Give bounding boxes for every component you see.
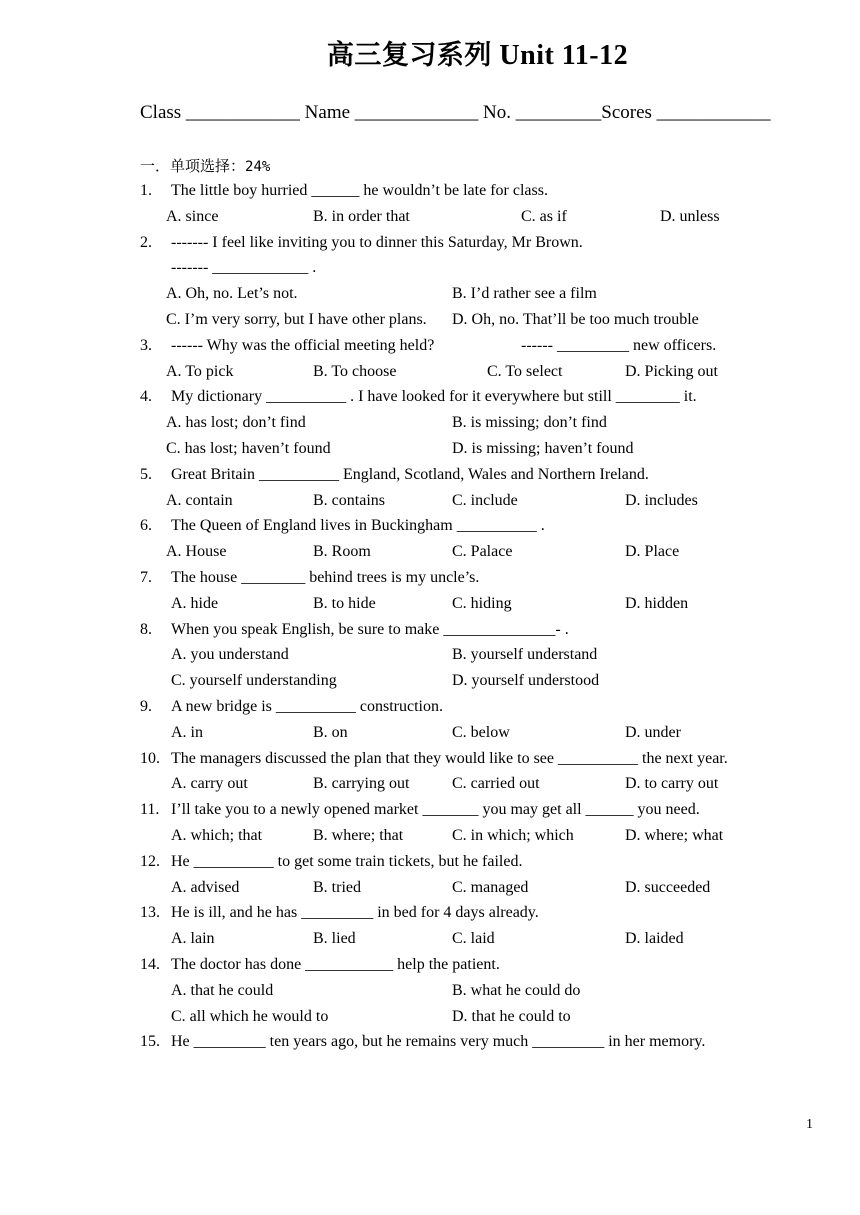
option-choice: D. is missing; haven’t found: [452, 440, 634, 457]
question-number: 5.: [140, 465, 152, 483]
question-number: 7.: [140, 569, 152, 586]
option-choice: B. to hide: [313, 594, 376, 612]
option-choice: C. all which he would to: [171, 1007, 329, 1025]
student-info-line: Class ____________ Name _____________ No. _________Scores ____________: [140, 102, 771, 123]
option-choice: A. in: [171, 723, 203, 741]
question-number: 9.: [140, 698, 152, 715]
option-choice: A. you understand: [171, 646, 289, 664]
option-choice: D. Oh, no. That’ll be too much trouble: [452, 311, 699, 328]
option-choice: D. that he could to: [452, 1007, 571, 1025]
question-number: 1.: [140, 182, 152, 199]
option-choice: B. what he could do: [452, 981, 581, 999]
option-choice: D. hidden: [625, 594, 689, 612]
question-stem: The managers discussed the plan that they would like to see __________ the next year.: [171, 749, 728, 767]
option-choice: A. since: [166, 207, 219, 225]
option-choice: C. as if: [521, 207, 567, 225]
question-stem: Great Britain __________ England, Scotland, Wales and Northern Ireland.: [171, 465, 649, 483]
option-choice: D. yourself understood: [452, 672, 600, 690]
question-stem: He _________ ten years ago, but he remains very much _________ in her memory.: [171, 1033, 706, 1051]
option-choice: B. on: [313, 723, 348, 741]
question-number: 11.: [140, 801, 160, 819]
option-choice: B. is missing; don’t find: [452, 414, 607, 432]
option-choice: A. which; that: [171, 827, 263, 844]
option-choice: A. lain: [171, 930, 215, 948]
question-stem: He is ill, and he has _________ in bed for 4 days already.: [171, 904, 539, 922]
option-choice: D. to carry out: [625, 775, 719, 793]
option-choice: C. managed: [452, 878, 529, 896]
question-number: 4.: [140, 388, 152, 406]
option-choice: C. Palace: [452, 543, 513, 561]
option-choice: D. where; what: [625, 827, 724, 844]
option-choice: A. carry out: [171, 775, 248, 793]
question-number: 10.: [140, 749, 160, 767]
question-number: 6.: [140, 517, 152, 535]
question-number: 15.: [140, 1033, 160, 1051]
question-stem: The house ________ behind trees is my uncle’s.: [171, 569, 480, 586]
option-choice: A. has lost; don’t find: [166, 414, 306, 432]
option-choice: D. includes: [625, 491, 698, 509]
option-choice: B. carrying out: [313, 775, 410, 793]
section-label: 一．单项选择：: [140, 157, 246, 175]
option-choice: B. yourself understand: [452, 646, 598, 664]
option-choice: B. contains: [313, 491, 385, 509]
option-choice: C. I’m very sorry, but I have other plans.: [166, 311, 427, 328]
option-choice: A. House: [166, 543, 227, 561]
option-choice: B. tried: [313, 878, 361, 896]
option-choice: D. Picking out: [625, 362, 718, 380]
question-stem-reply: ------- ____________ .: [171, 259, 317, 277]
question-stem: He __________ to get some train tickets, but he failed.: [171, 852, 523, 870]
question-number: 14.: [140, 956, 160, 973]
option-choice: C. include: [452, 491, 518, 509]
option-choice: A. hide: [171, 594, 219, 612]
section-points: 24%: [245, 159, 271, 175]
title-chinese: 高三复习系列: [326, 40, 492, 71]
option-choice: B. I’d rather see a film: [452, 285, 597, 303]
option-choice: A. contain: [166, 491, 233, 509]
question-stem-answer: ------ _________ new officers.: [521, 336, 717, 354]
option-choice: B. Room: [313, 543, 371, 561]
option-choice: C. below: [452, 723, 510, 741]
option-choice: A. Oh, no. Let’s not.: [166, 285, 298, 303]
option-choice: B. in order that: [313, 207, 410, 225]
question-stem: ------- I feel like inviting you to dinner this Saturday, Mr Brown.: [171, 233, 583, 251]
option-choice: D. succeeded: [625, 878, 711, 896]
option-choice: D. unless: [660, 207, 720, 225]
question-number: 8.: [140, 620, 152, 638]
option-choice: B. where; that: [313, 827, 404, 844]
question-stem: The little boy hurried ______ he wouldn’t be late for class.: [171, 182, 548, 199]
option-choice: B. To choose: [313, 362, 397, 380]
option-choice: A. that he could: [171, 981, 274, 999]
option-choice: A. advised: [171, 878, 240, 896]
option-choice: A. To pick: [166, 362, 234, 380]
section-heading: [140, 155, 270, 176]
option-choice: C. yourself understanding: [171, 672, 337, 690]
option-choice: C. has lost; haven’t found: [166, 440, 331, 457]
question-stem: A new bridge is __________ construction.: [171, 698, 443, 715]
option-choice: D. under: [625, 723, 681, 741]
option-choice: C. laid: [452, 930, 495, 948]
question-number: 2.: [140, 233, 152, 251]
question-number: 12.: [140, 852, 160, 870]
question-stem: The Queen of England lives in Buckingham __________ .: [171, 517, 545, 535]
title-unit: Unit 11-12: [499, 40, 629, 71]
option-choice: C. in which; which: [452, 827, 574, 844]
option-choice: C. hiding: [452, 594, 512, 612]
page-number: 1: [806, 1117, 813, 1132]
question-stem: The doctor has done ___________ help the patient.: [171, 956, 500, 973]
option-choice: B. lied: [313, 930, 356, 948]
page-title: [0, 33, 860, 72]
option-choice: D. laided: [625, 930, 684, 948]
option-choice: D. Place: [625, 543, 680, 561]
question-number: 13.: [140, 904, 160, 922]
question-number: 3.: [140, 336, 152, 354]
question-stem: My dictionary __________ . I have looked for it everywhere but still ________ it.: [171, 388, 697, 406]
option-choice: C. carried out: [452, 775, 540, 793]
option-choice: C. To select: [487, 362, 563, 380]
question-stem: ------ Why was the official meeting held?: [171, 336, 435, 354]
question-stem: I’ll take you to a newly opened market _______ you may get all ______ you need.: [171, 801, 700, 819]
question-stem: When you speak English, be sure to make ______________- .: [171, 620, 569, 638]
